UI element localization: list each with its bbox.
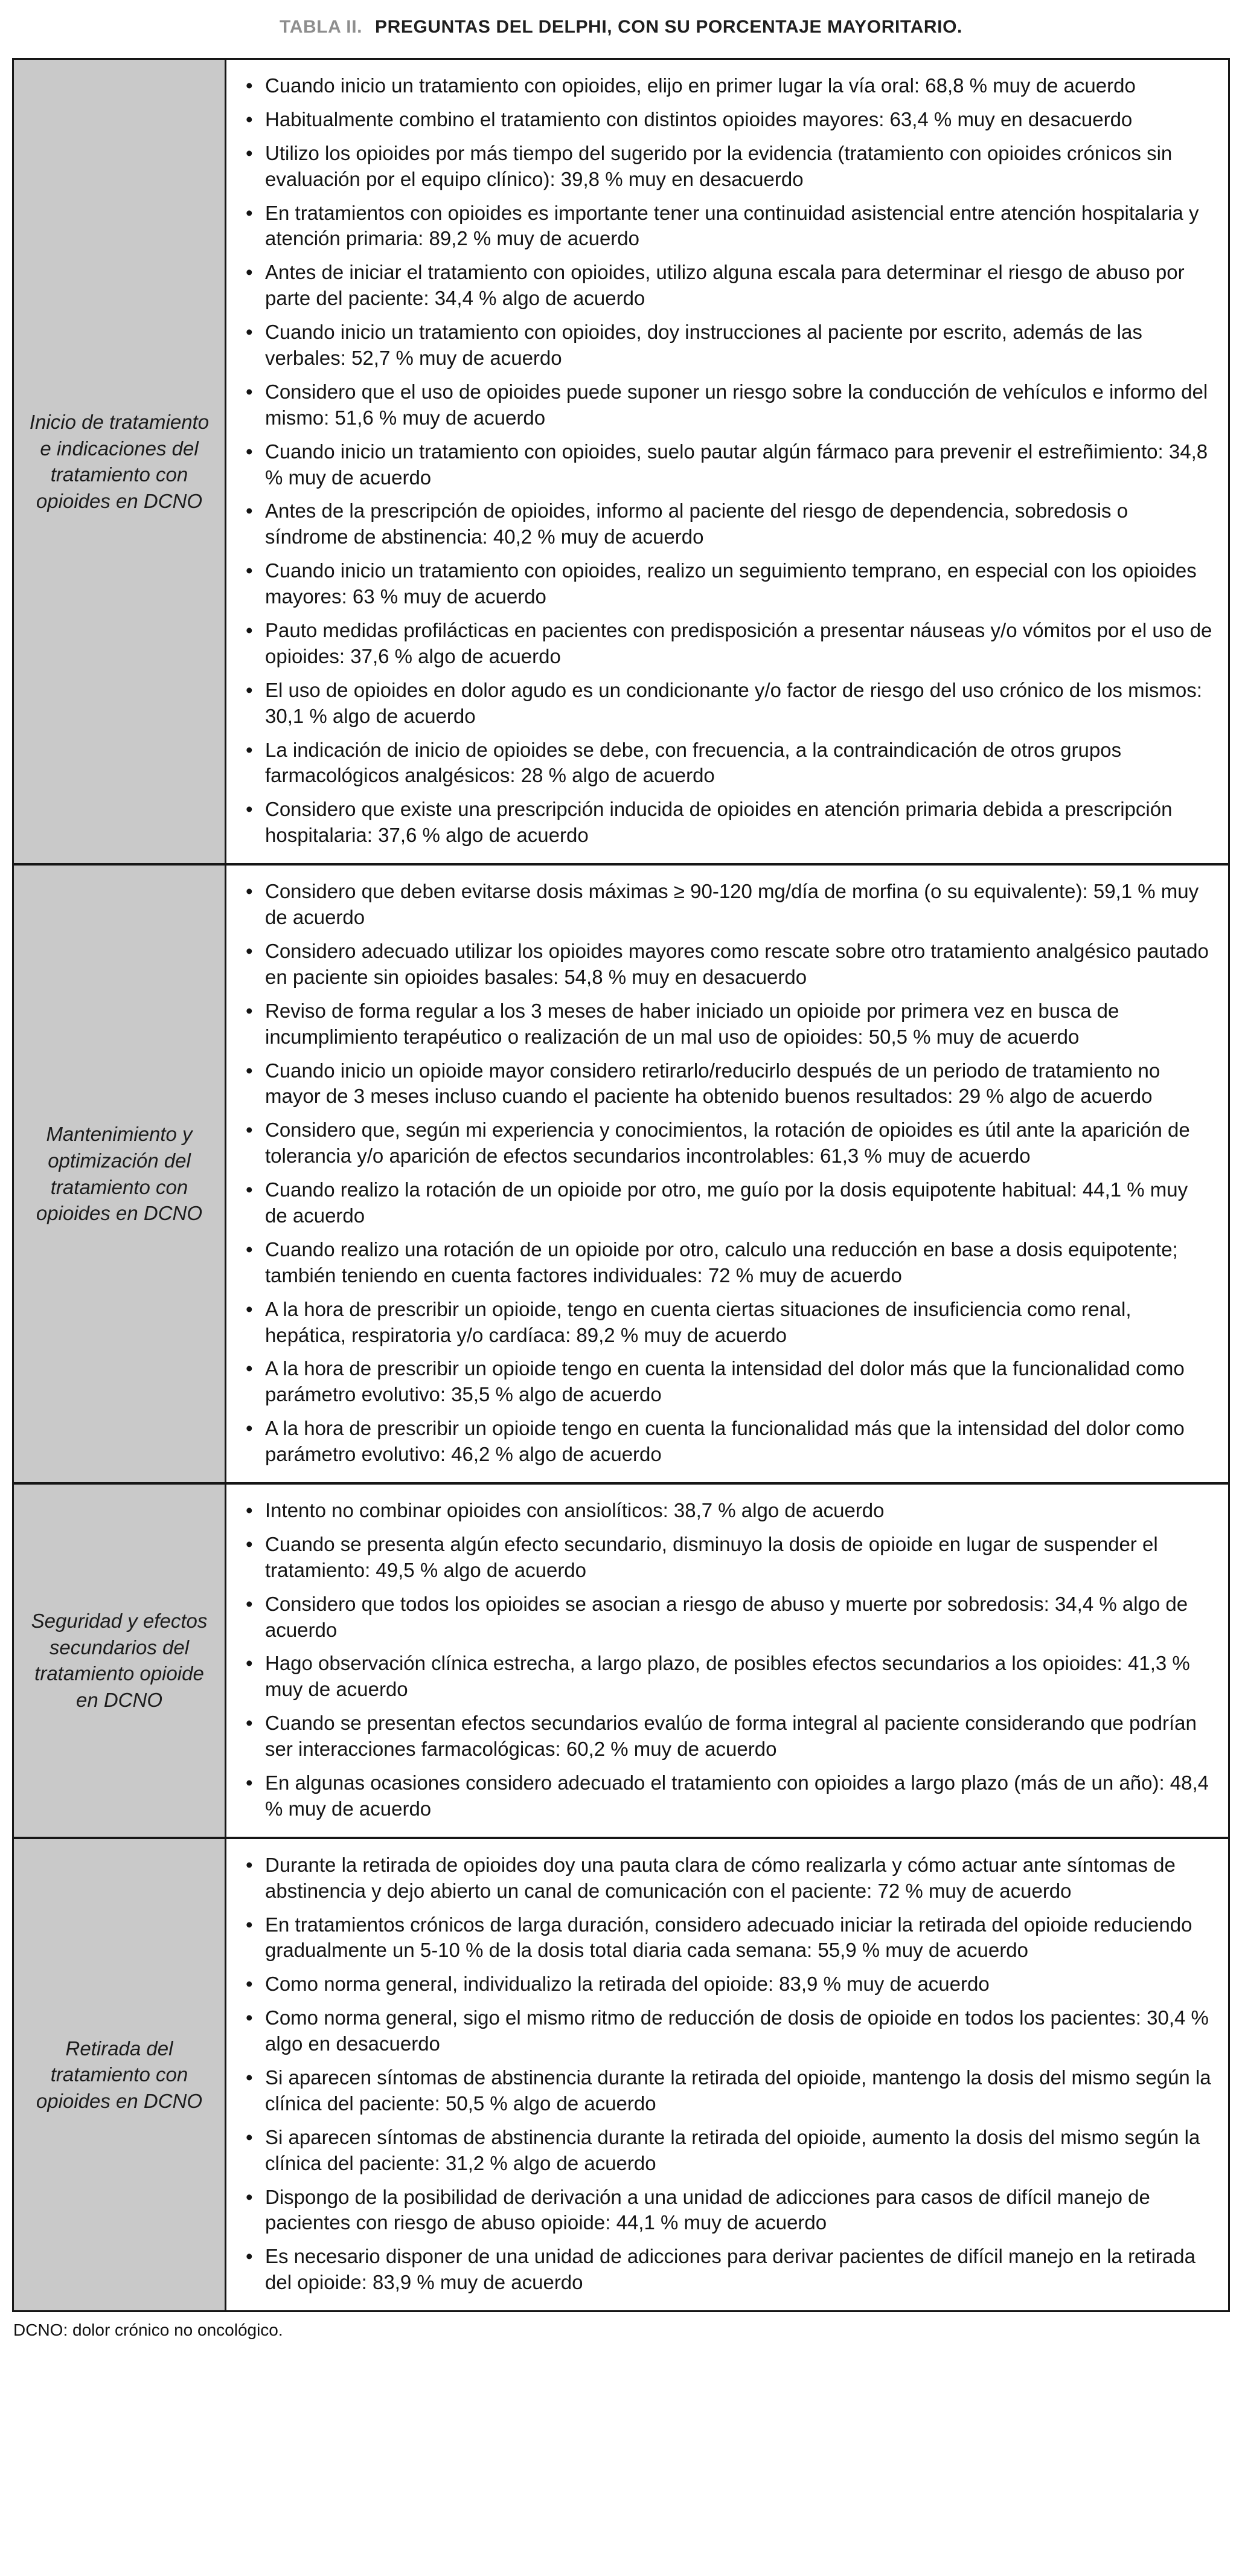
question-text: Pauto medidas profilácticas en pacientes con predisposición a presentar náuseas y/o vómitos por el uso de opioides: 37,6 % algo de acuerdo xyxy=(265,619,1212,667)
bullet-icon: • xyxy=(246,201,253,224)
question-text: Considero que el uso de opioides puede suponer un riesgo sobre la conducción de vehículos e informo del mismo: 51,6 % muy de acuerdo xyxy=(265,380,1208,429)
question-text: Considero adecuado utilizar los opioides mayores como rescate sobre otro tratamiento analgésico pautado en paciente sin opioides basales: 54,8 % muy en desacuerdo xyxy=(265,939,1209,988)
bullet-icon: • xyxy=(246,1652,253,1675)
bullet-icon: • xyxy=(246,678,253,701)
question-item xyxy=(243,320,1212,371)
bullet-icon: • xyxy=(246,939,253,962)
question-item xyxy=(243,558,1212,610)
bullet-icon: • xyxy=(246,1853,253,1876)
bullet-icon: • xyxy=(246,2066,253,2089)
question-text: Si aparecen síntomas de abstinencia durante la retirada del opioide, aumento la dosis del mismo según la clínica del paciente: 31,2 % algo de acuerdo xyxy=(265,2125,1200,2174)
question-item xyxy=(243,1416,1212,1468)
question-item xyxy=(243,1651,1212,1703)
bullet-icon: • xyxy=(246,1913,253,1936)
question-text: Antes de la prescripción de opioides, informo al paciente del riesgo de dependencia, sobredosis o síndrome de abstinencia: 40,2 % muy de acuerdo xyxy=(265,499,1128,548)
question-item xyxy=(243,797,1212,849)
table-row xyxy=(13,864,1229,1483)
bullet-icon: • xyxy=(246,1712,253,1735)
question-item xyxy=(243,107,1212,133)
question-item xyxy=(243,1177,1212,1229)
question-text: En tratamientos con opioides es importante tener una continuidad asistencial entre atención hospitalaria y atención primaria: 89,2 % muy de acuerdo xyxy=(265,201,1199,250)
bullet-icon: • xyxy=(246,999,253,1022)
bullet-icon: • xyxy=(246,1592,253,1615)
bullet-icon: • xyxy=(246,619,253,642)
bullet-icon: • xyxy=(246,1498,253,1521)
footnote: DCNO: dolor crónico no oncológico. xyxy=(13,2321,283,2340)
bullet-icon: • xyxy=(246,108,253,130)
question-item xyxy=(243,1770,1212,1822)
question-text: Como norma general, individualizo la retirada del opioide: 83,9 % muy de acuerdo xyxy=(265,1973,990,1996)
bullet-icon: • xyxy=(246,1417,253,1440)
bullet-icon: • xyxy=(246,261,253,284)
bullet-icon: • xyxy=(246,1973,253,1996)
bullet-icon: • xyxy=(246,1238,253,1261)
question-list xyxy=(243,73,1212,849)
bullet-icon: • xyxy=(246,141,253,164)
items-cell xyxy=(226,59,1229,865)
question-text: Reviso de forma regular a los 3 meses de haber iniciado un opioide por primera vez en busca de incumplimiento terapéutico o realización de un mal uso de opioides: 50,5 % muy de acuerdo xyxy=(265,999,1119,1048)
bullet-icon: • xyxy=(246,1297,253,1320)
question-item xyxy=(243,141,1212,193)
question-item xyxy=(243,73,1212,99)
category-cell xyxy=(13,1483,226,1838)
question-item xyxy=(243,201,1212,252)
category-label: Inicio de tratamiento e indicaciones del tratamiento con opioides en DCNO xyxy=(29,410,210,512)
table-row xyxy=(13,1838,1229,2311)
question-item xyxy=(243,1356,1212,1408)
question-text: Antes de iniciar el tratamiento con opioides, utilizo alguna escala para determinar el riesgo de abuso por parte del paciente: 34,4 % algo de acuerdo xyxy=(265,261,1185,310)
question-text: Considero que todos los opioides se asocian a riesgo de abuso y muerte por sobredosis: 34,4 % algo de acuerdo xyxy=(265,1592,1188,1641)
bullet-icon: • xyxy=(246,1357,253,1380)
question-item xyxy=(243,379,1212,431)
question-item xyxy=(243,1117,1212,1169)
table-title-text: PREGUNTAS DEL DELPHI, CON SU PORCENTAJE MAYORITARIO. xyxy=(375,17,962,37)
question-text: Cuando inicio un tratamiento con opioides, suelo pautar algún fármaco para prevenir el estreñimiento: 34,8 % muy de acuerdo xyxy=(265,440,1208,489)
question-text: Cuando inicio un opioide mayor considero retirarlo/reducirlo después de un periodo de tratamiento no mayor de 3 meses incluso cuando el paciente ha obtenido buenos resultados: 29 % algo de acuerdo xyxy=(265,1059,1160,1108)
question-list xyxy=(243,1852,1212,2296)
category-cell xyxy=(13,864,226,1483)
table-row xyxy=(13,59,1229,865)
bullet-icon: • xyxy=(246,559,253,582)
question-item xyxy=(243,678,1212,730)
category-cell xyxy=(13,1838,226,2311)
question-text: Considero que deben evitarse dosis máximas ≥ 90-120 mg/día de morfina (o su equivalente): 59,1 % muy de acuerdo xyxy=(265,880,1199,929)
question-text: Cuando inicio un tratamiento con opioides, doy instrucciones al paciente por escrito, además de las verbales: 52,7 % muy de acuerdo xyxy=(265,321,1142,370)
bullet-icon: • xyxy=(246,1532,253,1555)
question-text: En algunas ocasiones considero adecuado el tratamiento con opioides a largo plazo (más de un año): 48,4 % muy de acuerdo xyxy=(265,1771,1209,1820)
question-text: Intento no combinar opioides con ansiolíticos: 38,7 % algo de acuerdo xyxy=(265,1498,885,1521)
bullet-icon: • xyxy=(246,1059,253,1082)
question-item xyxy=(243,1058,1212,1110)
bullet-icon: • xyxy=(246,2006,253,2029)
items-cell xyxy=(226,1483,1229,1838)
question-text: Considero que existe una prescripción inducida de opioides en atención primaria debida a prescripción hospitalaria: 37,6 % algo de acuerdo xyxy=(265,798,1173,847)
question-text: Dispongo de la posibilidad de derivación a una unidad de adicciones para casos de difícil manejo de pacientes con riesgo de abuso opioide: 44,1 % muy de acuerdo xyxy=(265,2185,1150,2234)
question-text: Utilizo los opioides por más tiempo del sugerido por la evidencia (tratamiento con opioides crónicos sin evaluación por el equipo clínico): 39,8 % muy en desacuerdo xyxy=(265,141,1173,190)
question-item xyxy=(243,498,1212,550)
delphi-questions-table xyxy=(12,58,1230,2312)
bullet-icon: • xyxy=(246,380,253,403)
question-text: A la hora de prescribir un opioide, tengo en cuenta ciertas situaciones de insuficiencia como renal, hepática, respiratoria y/o cardíaca: 89,2 % muy de acuerdo xyxy=(265,1297,1132,1346)
question-text: Cuando inicio un tratamiento con opioides, elijo en primer lugar la vía oral: 68,8 % muy de acuerdo xyxy=(265,74,1136,97)
question-item xyxy=(243,737,1212,789)
question-text: Hago observación clínica estrecha, a largo plazo, de posibles efectos secundarios a los opioides: 41,3 % muy de acuerdo xyxy=(265,1652,1190,1701)
question-text: Cuando se presentan efectos secundarios evalúo de forma integral al paciente considerando que podrían ser interacciones farmacológicas: 60,2 % muy de acuerdo xyxy=(265,1712,1197,1761)
question-item xyxy=(243,2065,1212,2117)
question-item xyxy=(243,2005,1212,2057)
question-item xyxy=(243,1912,1212,1964)
bullet-icon: • xyxy=(246,1178,253,1201)
bullet-icon: • xyxy=(246,2125,253,2148)
question-item xyxy=(243,879,1212,931)
question-text: Cuando realizo una rotación de un opioide por otro, calculo una reducción en base a dosis equipotente; también teniendo en cuenta factores individuales: 72 % muy de acuerdo xyxy=(265,1238,1178,1286)
items-cell xyxy=(226,864,1229,1483)
page-title xyxy=(12,17,1230,37)
bullet-icon: • xyxy=(246,2245,253,2268)
bullet-icon: • xyxy=(246,2185,253,2208)
question-text: Considero que, según mi experiencia y conocimientos, la rotación de opioides es útil ante la aparición de tolerancia y/o aparición de efectos secundarios incontrolables: 61,3 % muy de acuerdo xyxy=(265,1119,1190,1168)
bullet-icon: • xyxy=(246,321,253,344)
question-list xyxy=(243,879,1212,1468)
table-row xyxy=(13,1483,1229,1838)
question-item xyxy=(243,1297,1212,1349)
question-item xyxy=(243,1852,1212,1904)
question-item xyxy=(243,260,1212,312)
question-item xyxy=(243,618,1212,670)
question-item xyxy=(243,2185,1212,2237)
question-item xyxy=(243,1710,1212,1762)
question-text: A la hora de prescribir un opioide tengo en cuenta la funcionalidad más que la intensidad del dolor como parámetro evolutivo: 46,2 % algo de acuerdo xyxy=(265,1417,1185,1466)
question-text: Es necesario disponer de una unidad de adicciones para derivar pacientes de difícil manejo en la retirada del opioide: 83,9 % muy de acuerdo xyxy=(265,2245,1196,2294)
question-item xyxy=(243,1971,1212,1997)
question-item xyxy=(243,998,1212,1050)
question-text: En tratamientos crónicos de larga duración, considero adecuado iniciar la retirada del opioide reduciendo gradualmente un 5-10 % de la dosis total diaria cada semana: 55,9 % muy de acuerdo xyxy=(265,1913,1192,1962)
category-label: Seguridad y efectos secundarios del tratamiento opioide en DCNO xyxy=(31,1610,208,1711)
question-text: Durante la retirada de opioides doy una pauta clara de cómo realizarla y cómo actuar ante síntomas de abstinencia y dejo abierto un canal de comunicación con el paciente: 72 % muy de acuerdo xyxy=(265,1853,1176,1902)
bullet-icon: • xyxy=(246,440,253,463)
category-label: Mantenimiento y optimización del tratamiento con opioides en DCNO xyxy=(36,1123,203,1225)
items-cell xyxy=(226,1838,1229,2311)
bullet-icon: • xyxy=(246,798,253,821)
category-cell xyxy=(13,59,226,865)
question-item xyxy=(243,2244,1212,2296)
question-text: Cuando se presenta algún efecto secundario, disminuyo la dosis de opioide en lugar de suspender el tratamiento: 49,5 % algo de acuerdo xyxy=(265,1532,1158,1581)
category-label: Retirada del tratamiento con opioides en DCNO xyxy=(36,2037,203,2112)
bullet-icon: • xyxy=(246,1119,253,1142)
question-item xyxy=(243,439,1212,491)
question-text: Cuando inicio un tratamiento con opioides, realizo un seguimiento temprano, en especial con los opioides mayores: 63 % muy de acuerdo xyxy=(265,559,1197,608)
question-text: Como norma general, sigo el mismo ritmo de reducción de dosis de opioide en todos los pacientes: 30,4 % algo en desacuerdo xyxy=(265,2006,1209,2055)
question-item xyxy=(243,1498,1212,1524)
question-text: Habitualmente combino el tratamiento con distintos opioides mayores: 63,4 % muy en desacuerdo xyxy=(265,108,1133,130)
question-item xyxy=(243,1592,1212,1643)
question-list xyxy=(243,1498,1212,1822)
bullet-icon: • xyxy=(246,499,253,522)
question-text: La indicación de inicio de opioides se debe, con frecuencia, a la contraindicación de otros grupos farmacológicos analgésicos: 28 % algo de acuerdo xyxy=(265,738,1122,787)
question-item xyxy=(243,1532,1212,1584)
bullet-icon: • xyxy=(246,738,253,761)
table-number-label: TABLA II. xyxy=(280,17,363,37)
question-text: A la hora de prescribir un opioide tengo en cuenta la intensidad del dolor más que la funcionalidad como parámetro evolutivo: 35,5 % algo de acuerdo xyxy=(265,1357,1185,1406)
question-item xyxy=(243,939,1212,991)
question-item xyxy=(243,1237,1212,1289)
question-item xyxy=(243,2125,1212,2177)
question-text: El uso de opioides en dolor agudo es un condicionante y/o factor de riesgo del uso crónico de los mismos: 30,1 % algo de acuerdo xyxy=(265,678,1202,727)
bullet-icon: • xyxy=(246,74,253,97)
bullet-icon: • xyxy=(246,880,253,903)
question-text: Si aparecen síntomas de abstinencia durante la retirada del opioide, mantengo la dosis del mismo según la clínica del paciente: 50,5 % algo de acuerdo xyxy=(265,2066,1211,2115)
question-text: Cuando realizo la rotación de un opioide por otro, me guío por la dosis equipotente habitual: 44,1 % muy de acuerdo xyxy=(265,1178,1188,1227)
bullet-icon: • xyxy=(246,1771,253,1794)
